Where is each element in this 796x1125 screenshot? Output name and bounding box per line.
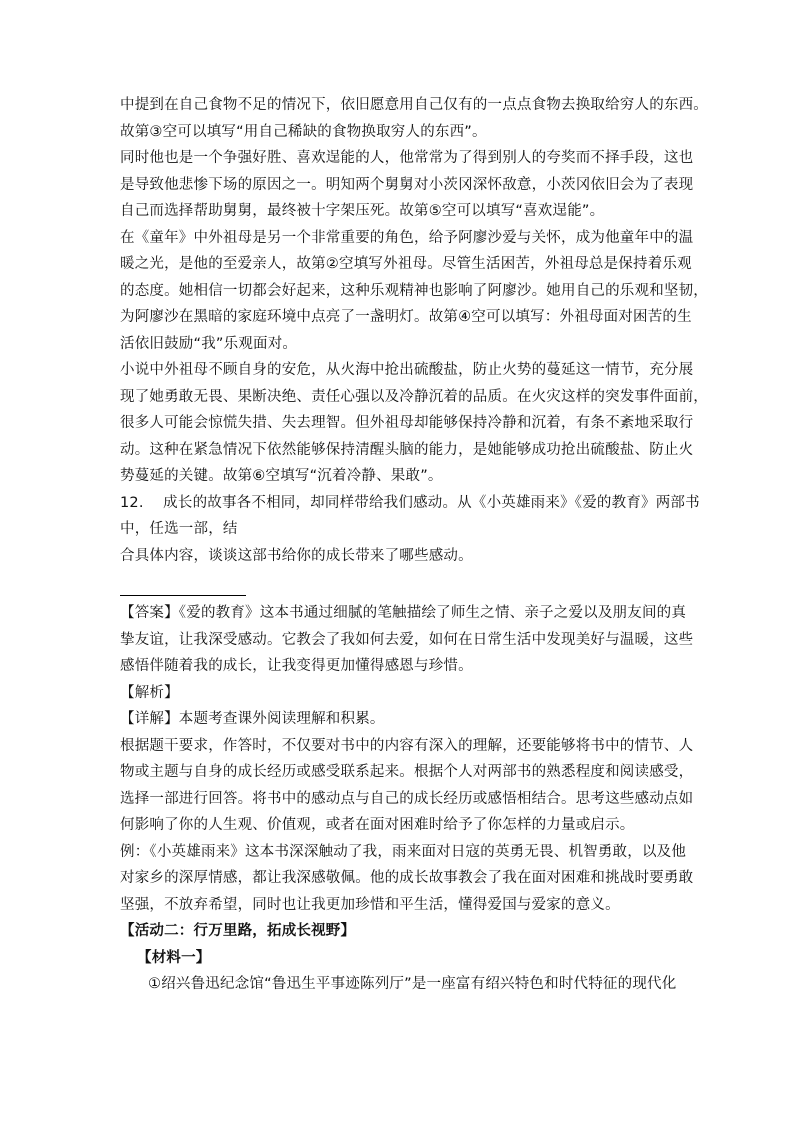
explanation-section <box>120 92 708 490</box>
answer-line: 例：《小英雄雨来》这本书深深触动了我，雨来面对日寇的英勇无畏、机智勇敢，以及他 <box>120 843 687 860</box>
activity-heading: 【活动二：行万里路，拓成长视野】 <box>120 923 356 939</box>
answer-line: 坚强，不放弃希望，同时也让我更加珍惜和平生活，懂得爱国与爱家的意义。 <box>120 896 620 913</box>
answer-line: 对家乡的深厚情感，都让我深感敬佩。他的成长故事教会了我在面对困难和挑战时要勇敢 <box>120 870 694 886</box>
text-line: 小说中外祖母不顾自身的安危，从火海中抢出硫酸盐，防止火势的蔓延这一情节，充分展 <box>120 362 694 378</box>
question-line: 12. 成长的故事各不相同，却同样带给我们感动。从《小英雄雨来》《爱的教育》两部书 <box>120 494 700 511</box>
text-line: 很多人可能会惊慌失措、失去理智。但外祖母却能够保持冷静和沉着，有条不紊地采取行 <box>120 415 694 431</box>
text-line: 势蔓延的关键。故第⑥空填写“沉着冷静、果敢”。 <box>120 468 443 484</box>
text-line: 自己而选择帮助舅舅，最终被十字架压死。故第⑤空可以填写“喜欢逞能”。 <box>120 203 605 219</box>
text-line: 动。这种在紧急情况下依然能够保持清醒头脑的能力，是她能够成功抢出硫酸盐、防止火 <box>120 441 694 458</box>
document-page <box>120 92 708 998</box>
answer-line: 根据题干要求，作答时，不仅要对书中的内容有深入的理解，还要能够将书中的情节、人 <box>120 737 694 754</box>
activity-section <box>120 918 680 998</box>
question-12 <box>120 490 700 570</box>
text-line: 故第③空可以填写“用自己稀缺的食物换取穷人的东西”。 <box>120 123 487 140</box>
question-line: 合具体内容，谈谈这部书给你的成长带来了哪些感动。 <box>120 547 473 564</box>
text-line: 为阿廖沙在黑暗的家庭环境中点亮了一盏明灯。故第④空可以填写：外祖母面对困苦的生 <box>120 309 692 325</box>
answer-divider <box>120 595 246 596</box>
answer-section <box>120 600 694 918</box>
answer-line: 物或主题与自身的成长经历或感受联系起来。根据个人对两部书的熟悉程度和阅读感受， <box>120 764 694 780</box>
text-line: 是导致他悲惨下场的原因之一。明知两个舅舅对小茨冈深怀敌意，小茨冈依旧会为了表现 <box>120 176 694 193</box>
question-line: 中，任选一部，结 <box>120 521 238 537</box>
analysis-label: 【解析】 <box>120 684 179 701</box>
text-line: 的态度。她相信一切都会好起来，这种乐观精神也影响了阿廖沙。她用自己的乐观和坚韧， <box>120 282 708 299</box>
answer-line: 【答案】《爱的教育》这本书通过细腻的笔触描绘了师生之情、亲子之爱以及朋友间的真 <box>120 605 687 621</box>
spacer <box>120 569 680 595</box>
answer-line: 挚友谊，让我深受感动。它教会了我如何去爱，如何在日常生活中发现美好与温暖，这些 <box>120 631 694 648</box>
material-line: ①绍兴鲁迅纪念馆“鲁迅生平事迹陈列厅”是一座富有绍兴特色和时代特征的现代化 <box>148 976 677 992</box>
material-label: 【材料一】 <box>137 949 211 966</box>
text-line: 中提到在自己食物不足的情况下，依旧愿意用自己仅有的一点点食物去换取给穷人的东西。 <box>120 97 708 113</box>
text-line: 活依旧鼓励“我”乐观面对。 <box>120 335 298 352</box>
answer-line: 感悟伴随着我的成长，让我变得更加懂得感恩与珍惜。 <box>120 658 473 674</box>
answer-line: 何影响了你的人生观、价值观，或者在面对困难时给予了你怎样的力量或启示。 <box>120 817 635 833</box>
text-line: 现了她勇敢无畏、果断决绝、责任心强以及冷静沉着的品质。在火灾这样的突发事件面前， <box>120 388 708 405</box>
text-line: 在《童年》中外祖母是另一个非常重要的角色，给予阿廖沙爱与关怀，成为他童年中的温 <box>120 229 694 246</box>
detail-line: 【详解】本题考查课外阅读理解和积累。 <box>120 711 385 727</box>
text-line: 同时他也是一个争强好胜、喜欢逞能的人，他常常为了得到别人的夸奖而不择手段，这也 <box>120 150 694 166</box>
answer-line: 选择一部进行回答。将书中的感动点与自己的成长经历或感悟相结合。思考这些感动点如 <box>120 790 694 807</box>
text-line: 暖之光，是他的至爱亲人，故第②空填写外祖母。尽管生活困苦，外祖母总是保持着乐观 <box>120 256 692 272</box>
